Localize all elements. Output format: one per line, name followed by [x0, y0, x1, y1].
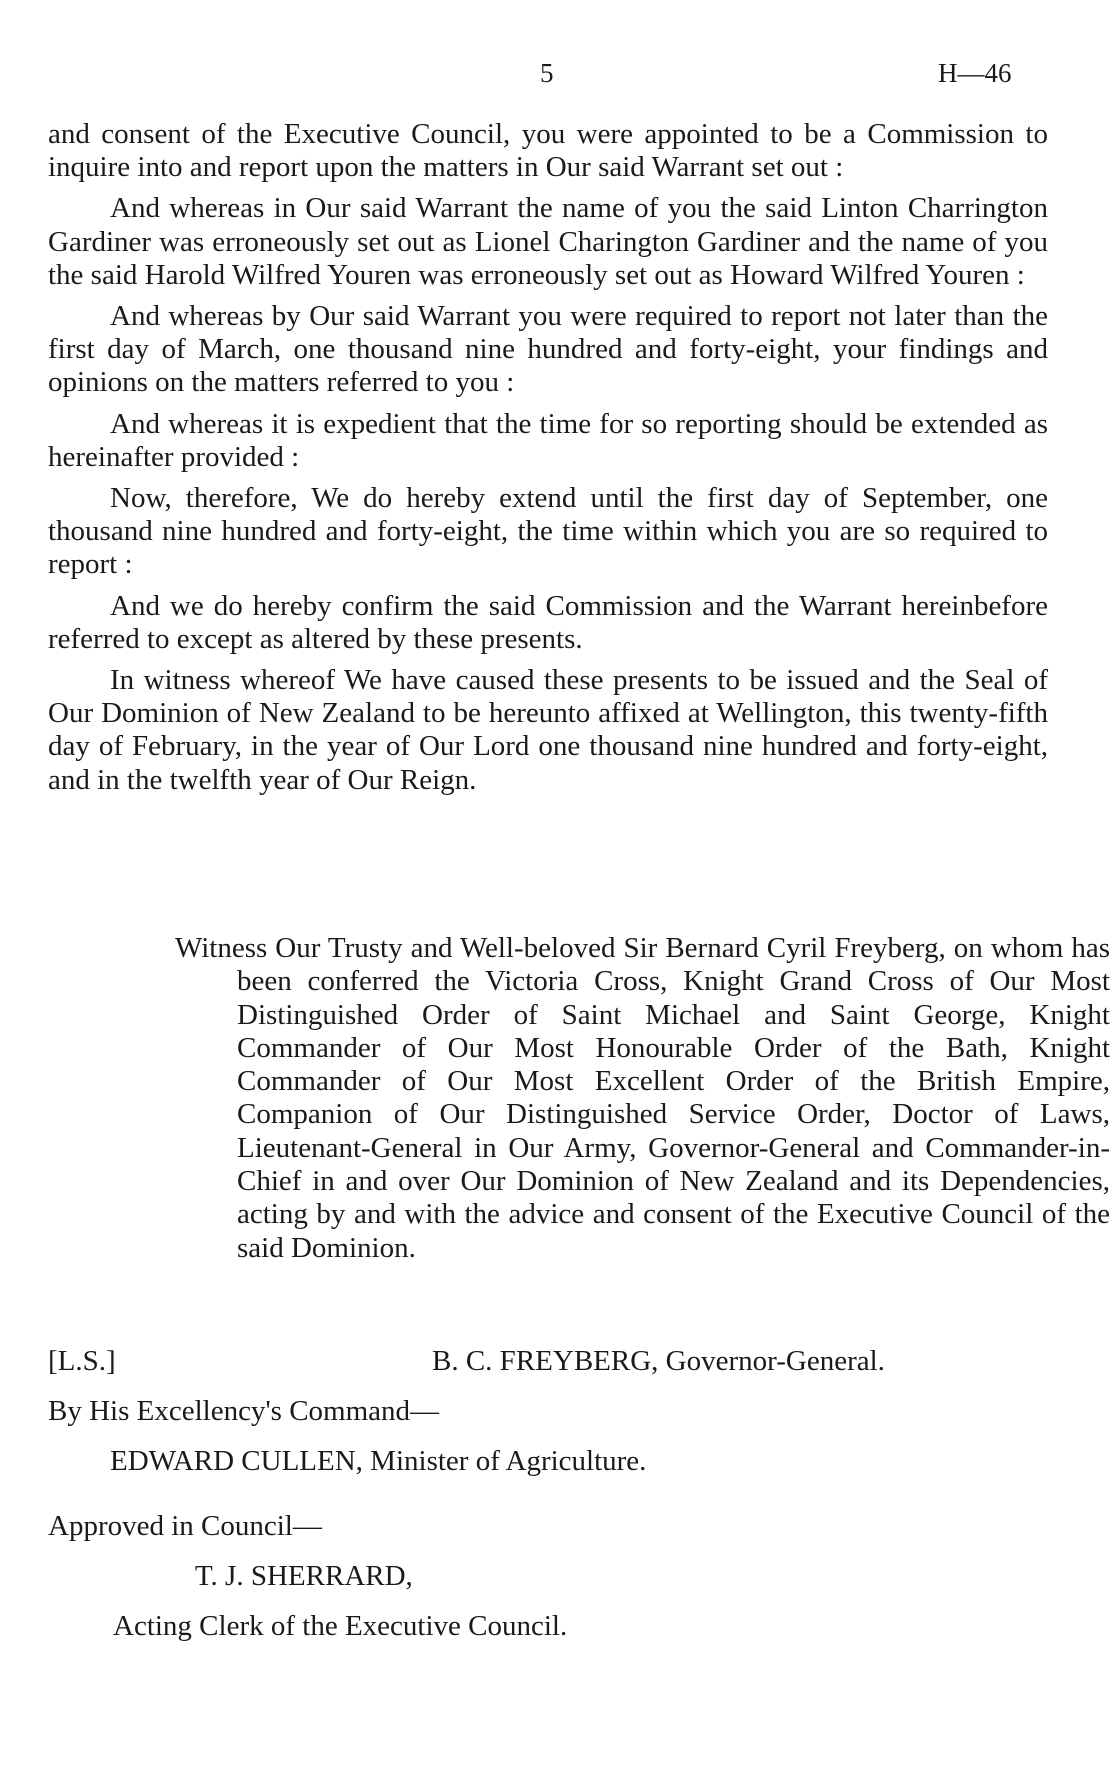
clerk-title: Acting Clerk of the Executive Council. [113, 1610, 568, 1642]
paragraph: And whereas by Our said Warrant you were required to report not later than the first day of March, one thousand nine hundred and forty-eight, your findings and opinions on the matters referred to you : [48, 300, 1048, 399]
paragraph: and consent of the Executive Council, you were appointed to be a Commission to inquire into and report upon the matters in Our said Warrant set out : [48, 118, 1048, 184]
witness-clause: Witness Our Trusty and Well-beloved Sir Bernard Cyril Freyberg, on whom has been conferred the Victoria Cross, Knight Grand Cross of Our Most Distinguished Order of Saint Michael and Saint George, Knight Commander of Our Most Honourable Order of the Bath, Knight Commander of Our Most Excellent Order of the British Empire, Companion of Our Distinguished Service Order, Doctor of Laws, Lieutenant-General in Our Army, Governor-General and Commander-in-Chief in and over Our Dominion of New Zealand and its Dependencies, acting by and with the advice and consent of the Executive Council of the said Dominion. [175, 932, 1110, 1264]
document-reference: H—46 [938, 58, 1012, 88]
document-body [48, 118, 1048, 805]
governor-signature [432, 1345, 885, 1378]
page-number: 5 [540, 58, 554, 88]
minister-title: Minister of Agriculture. [370, 1445, 647, 1477]
clerk-name: T. J. SHERRARD, [195, 1560, 413, 1592]
minister-name: EDWARD CULLEN, [110, 1445, 363, 1477]
governor-name: B. C. FREYBERG, [432, 1345, 659, 1377]
paragraph: In witness whereof We have caused these presents to be issued and the Seal of Our Dominion of New Zealand to be hereunto affixed at Wellington, this twenty-fifth day of February, in the year of Our Lord one thousand nine hundred and forty-eight, and in the twelfth year of Our Reign. [48, 664, 1048, 796]
command-line: By His Excellency's Command— [48, 1395, 440, 1427]
paragraph: Now, therefore, We do hereby extend until the first day of September, one thousand nine hundred and forty-eight, the time within which you are so required to report : [48, 482, 1048, 581]
paragraph: And whereas in Our said Warrant the name of you the said Linton Charrington Gardiner was erroneously set out as Lionel Charington Gardiner and the name of you the said Harold Wilfred Youren was erroneously set out as Howard Wilfred Youren : [48, 192, 1048, 291]
paragraph: And we do hereby confirm the said Commission and the Warrant hereinbefore referred to except as altered by these presents. [48, 589, 1048, 655]
minister-signature [110, 1445, 646, 1478]
approved-line: Approved in Council— [48, 1510, 322, 1542]
governor-title: Governor-General. [665, 1345, 885, 1377]
paragraph: And whereas it is expedient that the time for so reporting should be extended as hereinafter provided : [48, 407, 1048, 473]
seal-mark: [L.S.] [48, 1345, 116, 1377]
